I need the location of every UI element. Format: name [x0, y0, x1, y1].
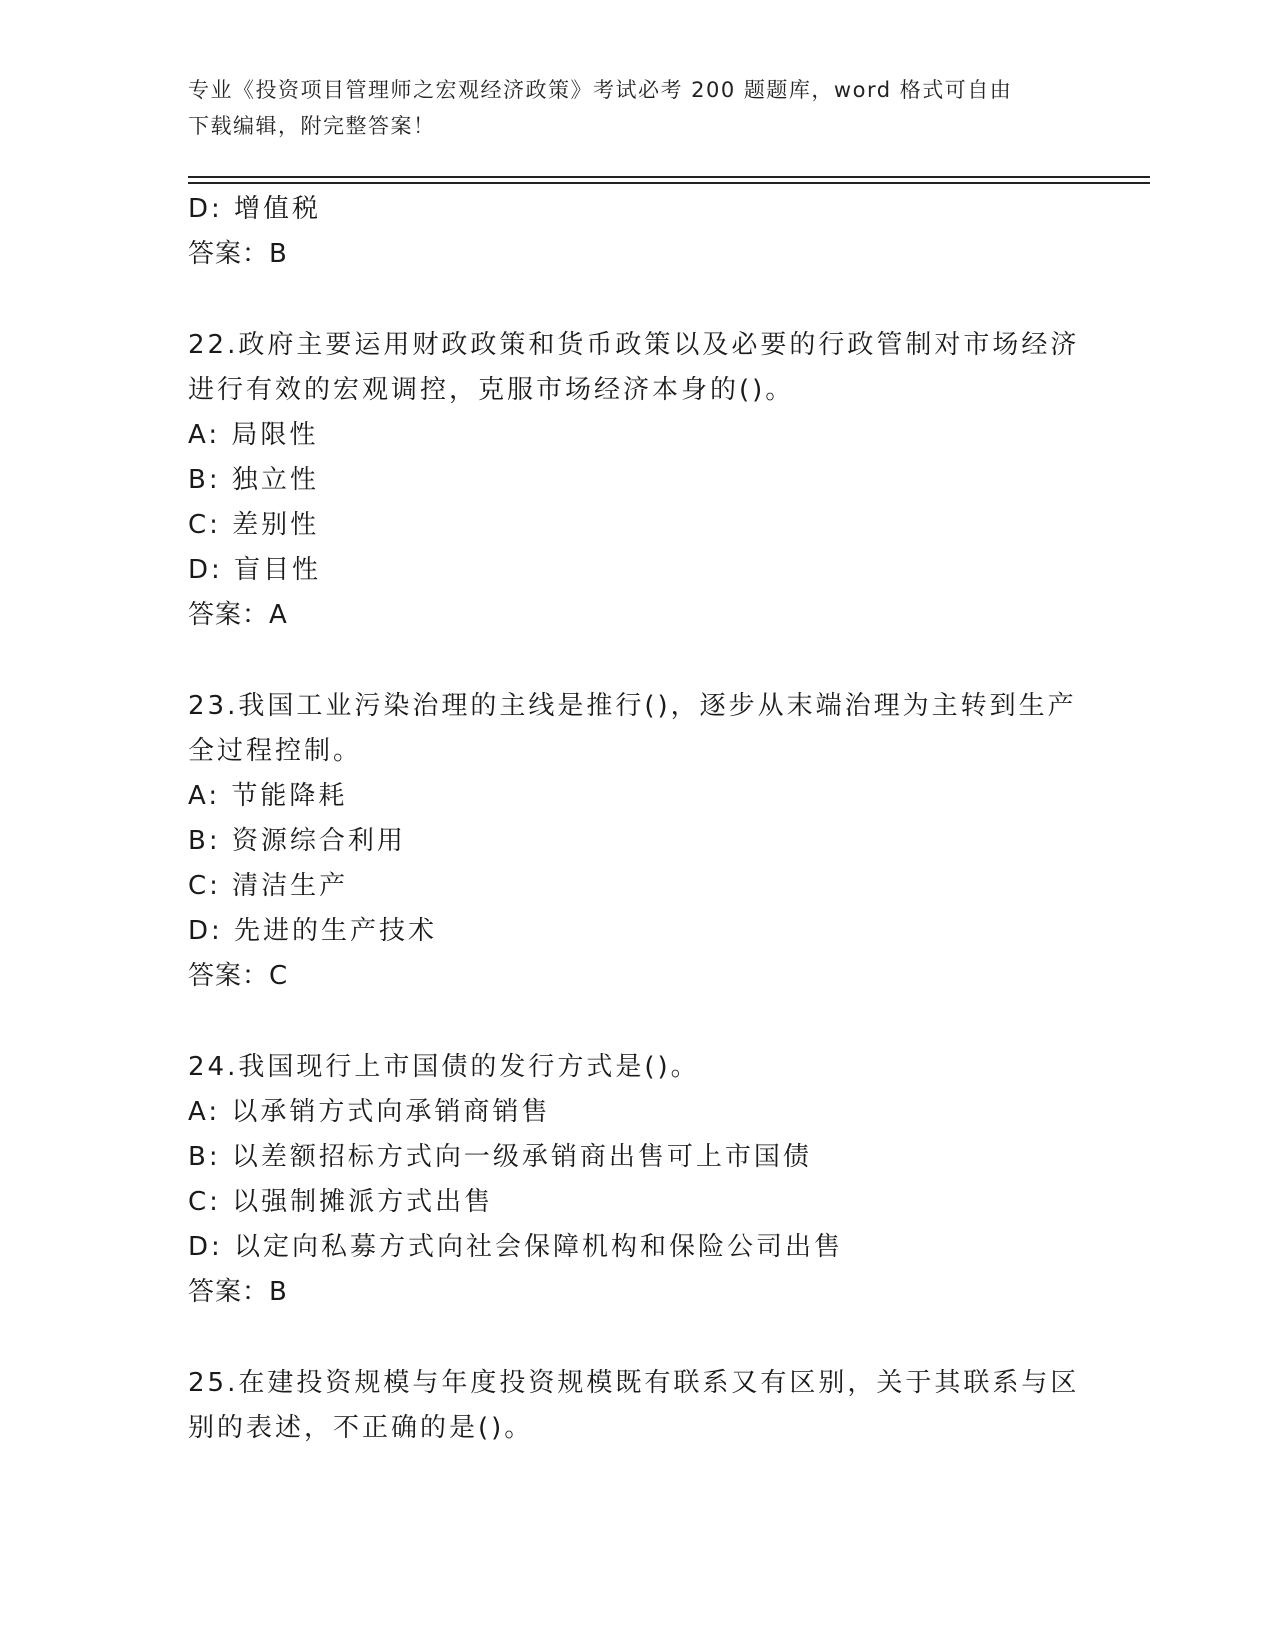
- question-text-line-1: 25.在建投资规模与年度投资规模既有联系又有区别，关于其联系与区: [188, 1368, 1080, 1398]
- answer-line: 答案：B: [188, 239, 288, 269]
- option-d: D: 以定向私募方式向社会保障机构和保险公司出售: [188, 1232, 844, 1262]
- option-a: A: 节能降耗: [188, 781, 348, 811]
- option-d: D: 先进的生产技术: [188, 916, 438, 946]
- answer-line: 答案：B: [188, 1277, 288, 1307]
- option-c: C: 清洁生产: [188, 871, 349, 901]
- question-24: [188, 1045, 1088, 1315]
- question-23: [188, 684, 1088, 999]
- question-25: [188, 1361, 1088, 1451]
- option-b: B: 资源综合利用: [188, 826, 406, 856]
- option-b: B: 独立性: [188, 465, 319, 495]
- option-c: C: 差别性: [188, 510, 320, 540]
- header-line-2: 下载编辑，附完整答案！: [188, 114, 436, 138]
- option-a: A: 以承销方式向承销商销售: [188, 1097, 551, 1127]
- question-list: [188, 187, 1088, 1451]
- question-text-line-1: 24.我国现行上市国债的发行方式是()。: [188, 1052, 700, 1082]
- answer-line: 答案：A: [188, 600, 288, 630]
- header-divider-bottom: [188, 182, 1150, 184]
- question-text-line-2: 别的表述，不正确的是()。: [188, 1413, 534, 1443]
- question-text-line-2: 进行有效的宏观调控，克服市场经济本身的()。: [188, 375, 795, 405]
- option-d: D: 增值税: [188, 194, 322, 224]
- option-c: C: 以强制摊派方式出售: [188, 1187, 494, 1217]
- document-header: [188, 72, 1088, 144]
- option-d: D: 盲目性: [188, 555, 322, 585]
- answer-line: 答案：C: [188, 961, 289, 991]
- header-line-1: 专业《投资项目管理师之宏观经济政策》考试必考 200 题题库，word 格式可自由: [188, 78, 1013, 102]
- header-divider-top: [188, 176, 1150, 178]
- question-text-line-1: 23.我国工业污染治理的主线是推行()，逐步从末端治理为主转到生产: [188, 691, 1077, 721]
- question-22: [188, 323, 1088, 638]
- question-text-line-1: 22.政府主要运用财政政策和货币政策以及必要的行政管制对市场经济: [188, 330, 1080, 360]
- option-b: B: 以差额招标方式向一级承销商出售可上市国债: [188, 1142, 812, 1172]
- carry-over-block: [188, 187, 1088, 277]
- option-a: A: 局限性: [188, 420, 319, 450]
- question-text-line-2: 全过程控制。: [188, 736, 363, 766]
